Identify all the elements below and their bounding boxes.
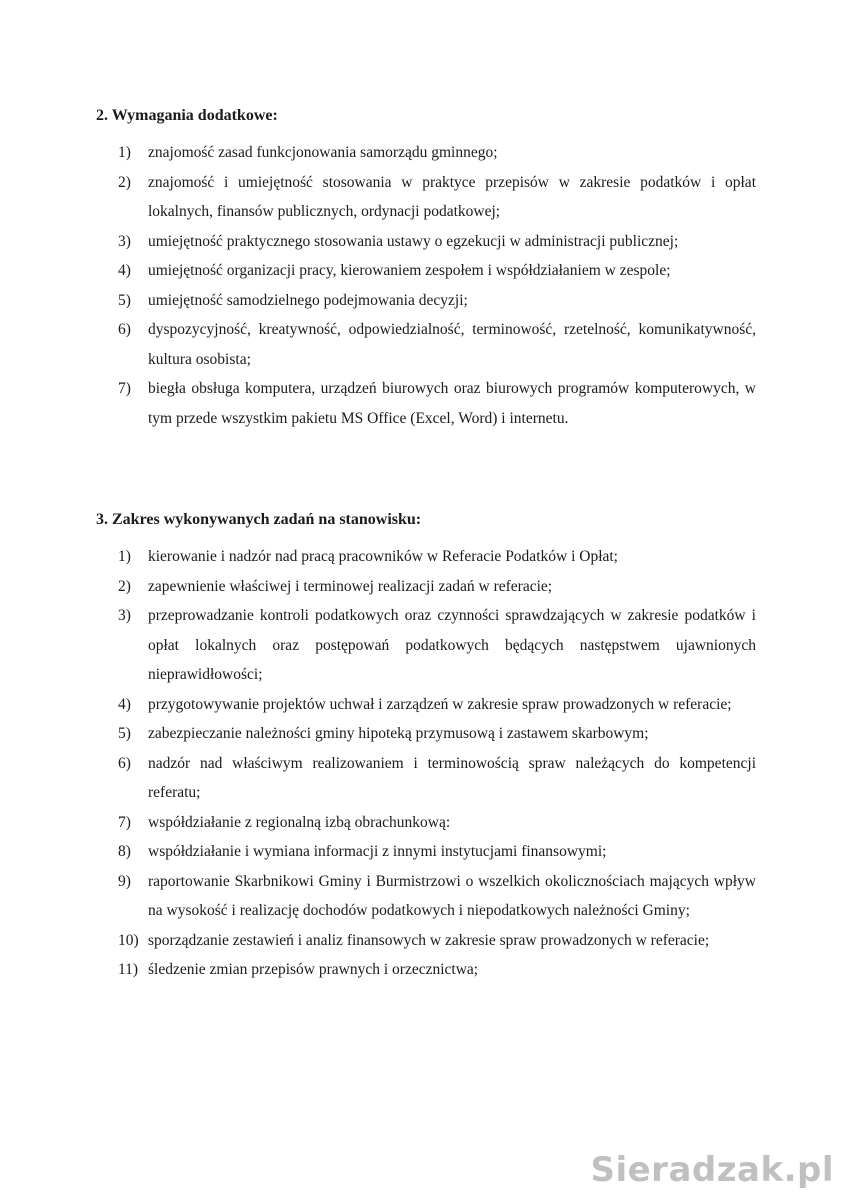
item-text: dyspozycyjność, kreatywność, odpowiedzialność, terminowość, rzetelność, komunikatywność, kultura osobista; bbox=[148, 321, 756, 368]
list-item bbox=[96, 572, 756, 602]
item-text: kierowanie i nadzór nad pracą pracowników w Referacie Podatków i Opłat; bbox=[148, 548, 618, 565]
tasks-list bbox=[96, 542, 756, 985]
item-text: znajomość i umiejętność stosowania w praktyce przepisów w zakresie podatków i opłat lokalnych, finansów publicznych, ordynacji podatkowej; bbox=[148, 173, 756, 220]
item-number: 1) bbox=[118, 548, 131, 565]
list-item bbox=[96, 168, 756, 227]
list-item bbox=[96, 867, 756, 926]
list-item bbox=[96, 542, 756, 572]
item-number: 2) bbox=[118, 173, 131, 191]
item-number: 11) bbox=[118, 961, 139, 978]
item-number: 8) bbox=[118, 843, 131, 860]
item-number: 6) bbox=[118, 754, 131, 772]
item-text: zapewnienie właściwej i terminowej realizacji zadań w referacie; bbox=[148, 577, 553, 595]
item-number: 7) bbox=[118, 380, 131, 397]
section-heading: 2. Wymagania dodatkowe: bbox=[96, 107, 278, 124]
section-heading: 3. Zakres wykonywanych zadań na stanowisku: bbox=[96, 511, 422, 528]
list-item bbox=[96, 837, 756, 867]
item-number: 3) bbox=[118, 607, 131, 624]
section-additional-requirements bbox=[96, 104, 756, 433]
list-item bbox=[96, 256, 756, 286]
item-number: 1) bbox=[118, 144, 131, 161]
item-text: śledzenie zmian przepisów prawnych i orzecznictwa; bbox=[148, 961, 479, 978]
item-text: umiejętność organizacji pracy, kierowaniem zespołem i współdziałaniem w zespole; bbox=[148, 262, 671, 279]
list-item bbox=[96, 749, 756, 808]
list-item bbox=[96, 227, 756, 257]
item-number: 4) bbox=[118, 695, 131, 713]
item-number: 5) bbox=[118, 725, 131, 742]
item-number: 9) bbox=[118, 872, 131, 890]
item-number: 7) bbox=[118, 813, 131, 831]
item-text: sporządzanie zestawień i analiz finansowych w zakresie spraw prowadzonych w referacie; bbox=[148, 931, 710, 949]
item-number: 2) bbox=[118, 577, 131, 595]
list-item bbox=[96, 955, 756, 985]
list-item bbox=[96, 374, 756, 433]
item-number: 4) bbox=[118, 262, 131, 279]
item-text: umiejętność samodzielnego podejmowania decyzji; bbox=[148, 291, 468, 309]
item-text: raportowanie Skarbnikowi Gminy i Burmistrzowi o wszelkich okolicznościach mających wpływ na wysokość i realizację dochodów podatkowych i niepodatkowych należności Gminy; bbox=[148, 872, 756, 919]
item-text: biegła obsługa komputera, urządzeń biurowych oraz biurowych programów komputerowych, w tym przede wszystkim pakietu MS Office (Excel, Word) i internetu. bbox=[148, 380, 756, 427]
list-item bbox=[96, 690, 756, 720]
item-text: współdziałanie i wymiana informacji z innymi instytucjami finansowymi; bbox=[148, 843, 607, 860]
item-text: przeprowadzanie kontroli podatkowych oraz czynności sprawdzających w zakresie podatków i opłat lokalnych oraz postępowań podatkowych będących następstwem ujawnionych nieprawidłowości; bbox=[148, 607, 756, 683]
item-text: współdziałanie z regionalną izbą obrachunkową: bbox=[148, 813, 451, 831]
list-item bbox=[96, 808, 756, 838]
list-item bbox=[96, 286, 756, 316]
item-text: umiejętność praktycznego stosowania ustawy o egzekucji w administracji publicznej; bbox=[148, 232, 679, 250]
list-item bbox=[96, 315, 756, 374]
list-item bbox=[96, 926, 756, 956]
list-item bbox=[96, 601, 756, 690]
item-text: znajomość zasad funkcjonowania samorządu gminnego; bbox=[148, 144, 498, 161]
section-scope-of-tasks bbox=[96, 508, 756, 985]
item-text: nadzór nad właściwym realizowaniem i terminowością spraw należących do kompetencji referatu; bbox=[148, 754, 756, 801]
watermark: Sieradzak.pl bbox=[590, 1150, 834, 1190]
requirements-list bbox=[96, 138, 756, 433]
item-number: 6) bbox=[118, 321, 131, 338]
list-item bbox=[96, 719, 756, 749]
item-number: 10) bbox=[118, 931, 139, 949]
list-item bbox=[96, 138, 756, 168]
item-text: przygotowywanie projektów uchwał i zarządzeń w zakresie spraw prowadzonych w referacie; bbox=[148, 695, 732, 713]
item-text: zabezpieczanie należności gminy hipoteką przymusową i zastawem skarbowym; bbox=[148, 725, 649, 742]
item-number: 5) bbox=[118, 291, 131, 309]
item-number: 3) bbox=[118, 232, 131, 250]
